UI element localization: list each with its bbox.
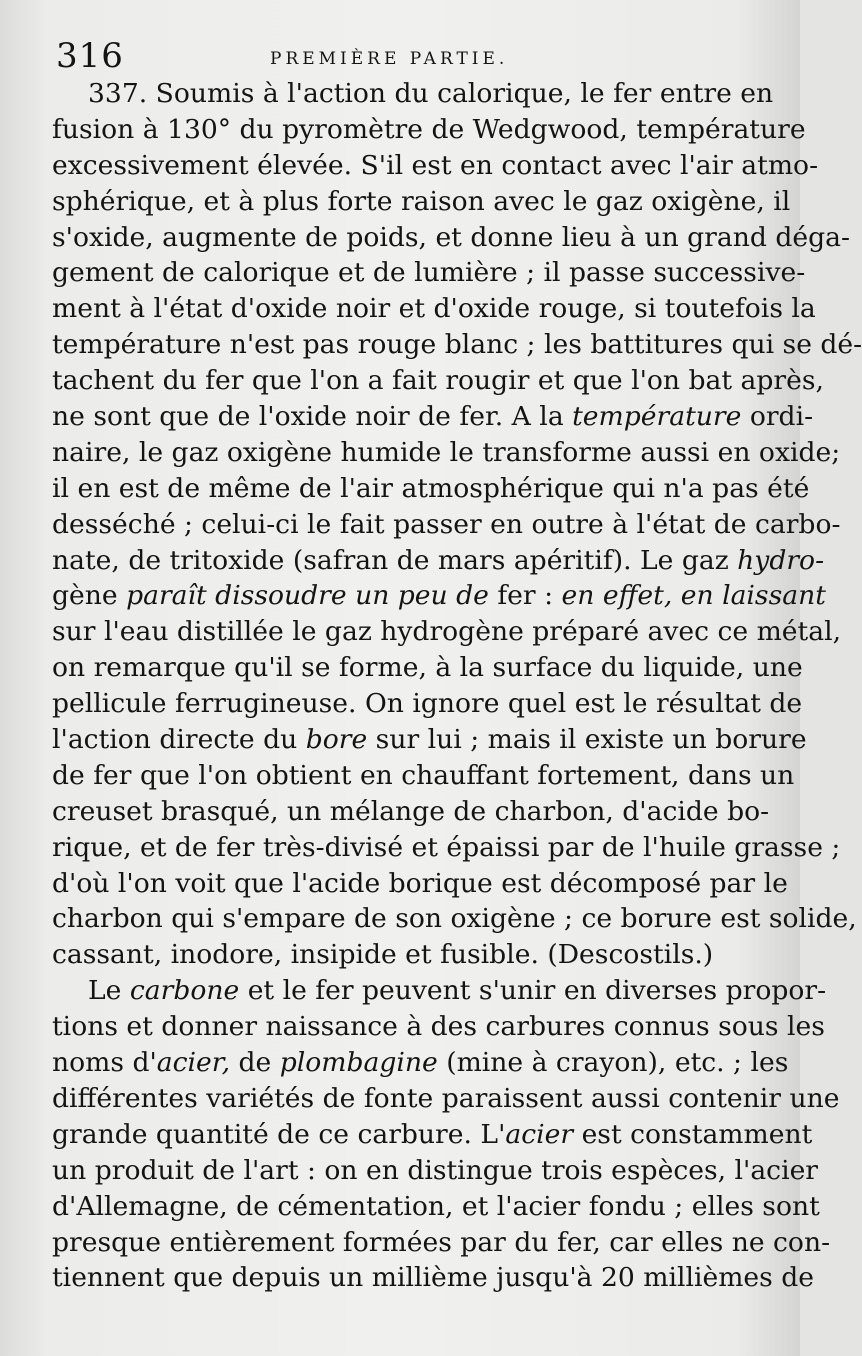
text-line <box>52 1260 815 1296</box>
text-line <box>52 399 814 435</box>
text-line <box>52 578 826 614</box>
text-run: il en est de même de l'air atmosphérique qui n'a pas été <box>52 472 810 504</box>
text-line <box>52 1225 831 1261</box>
text-line <box>52 507 841 543</box>
text-run: sur l'eau distillée le gaz hydrogène préparé avec ce métal, <box>52 616 842 648</box>
text-line <box>52 1153 819 1189</box>
text-run: charbon qui s'empare de son oxigène ; ce borure est solide, <box>52 903 857 935</box>
text-line <box>52 1189 820 1225</box>
text-run: grande quantité de ce carbure. L' <box>52 1118 506 1150</box>
text-run: pellicule ferrugineuse. On ignore quel est le résultat de <box>52 688 803 720</box>
text-run: ne sont que de l'oxide noir de fer. A la <box>52 401 573 433</box>
text-line <box>52 184 791 220</box>
body-text <box>52 76 862 1296</box>
text-run: naire, le gaz oxigène humide le transforme aussi en oxide; <box>52 436 841 468</box>
text-run: presque entièrement formées par du fer, car elles ne con- <box>52 1226 831 1258</box>
text-run: excessivement élevée. S'il est en contact avec l'air atmo- <box>52 149 819 181</box>
text-run: différentes variétés de fonte paraissent aussi contenir une <box>52 1082 840 1114</box>
text-line <box>52 830 841 866</box>
text-line <box>52 435 841 471</box>
italic-term: acier <box>505 1118 574 1150</box>
italic-term: en effet, en laissant <box>553 580 826 612</box>
text-run: d'Allemagne, de cémentation, et l'acier fondu ; elles sont <box>52 1190 820 1222</box>
text-run: Le <box>88 975 130 1007</box>
text-line <box>52 937 752 973</box>
paragraph <box>52 76 862 973</box>
text-line <box>52 1081 840 1117</box>
text-line <box>52 1009 825 1045</box>
text-line <box>52 901 857 937</box>
text-run: noms d' <box>52 1047 157 1079</box>
text-line <box>52 363 824 399</box>
text-line <box>52 220 850 256</box>
text-run: (mine à crayon), etc. ; les <box>437 1047 789 1079</box>
italic-term: bore <box>305 724 368 756</box>
text-run: rique, et de fer très-divisé et épaissi par de l'huile grasse ; <box>52 831 841 863</box>
text-line <box>52 1045 789 1081</box>
text-line <box>52 76 774 112</box>
text-run: tachent du fer que l'on a fait rougir et que l'on bat après, <box>52 365 824 397</box>
running-title: PREMIÈRE PARTIE. <box>270 49 509 69</box>
text-run: fusion à 130° du pyromètre de Wedgwood, température <box>52 113 806 145</box>
text-run: sphérique, et à plus forte raison avec le gaz oxigène, il <box>52 185 791 217</box>
text-run: de <box>230 1047 280 1079</box>
text-line <box>52 543 825 579</box>
page-number: 316 <box>56 36 124 76</box>
text-line <box>52 112 806 148</box>
text-run: cassant, inodore, insipide et fusible. (Descostils.) <box>52 939 714 971</box>
text-line <box>52 1117 813 1153</box>
text-line <box>52 758 795 794</box>
text-line <box>52 471 810 507</box>
text-run: creuset brasqué, un mélange de charbon, d'acide bo- <box>52 795 770 827</box>
page-header <box>0 32 800 82</box>
text-line <box>52 327 862 363</box>
text-line <box>52 973 827 1009</box>
text-line <box>52 614 842 650</box>
text-run: 337. Soumis à l'action du calorique, le fer entre en <box>88 78 774 109</box>
text-run: ordi- <box>741 401 814 433</box>
text-run: fer : <box>497 580 554 612</box>
text-line <box>52 722 807 758</box>
italic-term: plombagine <box>279 1047 438 1079</box>
text-line <box>52 148 819 184</box>
text-run: nate, de tritoxide (safran de mars apéritif). Le gaz <box>52 544 738 576</box>
italic-term: carbone <box>129 975 240 1007</box>
text-run: on remarque qu'il se forme, à la surface du liquide, une <box>52 652 803 684</box>
text-run: ment à l'état d'oxide noir et d'oxide rouge, si toutefois la <box>52 293 816 325</box>
text-line <box>52 794 770 830</box>
text-run: desséché ; celui-ci le fait passer en outre à l'état de carbo- <box>52 508 841 540</box>
text-line <box>52 866 788 902</box>
text-line <box>52 650 803 686</box>
paragraph <box>52 973 840 1296</box>
text-run: d'où l'on voit que l'acide borique est décomposé par le <box>52 867 788 899</box>
text-run: température n'est pas rouge blanc ; les battitures qui se dé- <box>52 329 862 361</box>
text-line <box>52 255 806 291</box>
text-run: l'action directe du <box>52 724 306 756</box>
text-line <box>52 291 816 327</box>
text-run: de fer que l'on obtient en chauffant fortement, dans un <box>52 759 795 791</box>
text-run: et le fer peuvent s'unir en diverses propor- <box>239 975 827 1007</box>
text-run: gement de calorique et de lumière ; il passe successive- <box>52 257 806 289</box>
text-run: gène <box>52 580 118 612</box>
italic-term: paraît dissoudre un peu de <box>117 580 498 612</box>
text-run: tions et donner naissance à des carbures connus sous les <box>52 1011 825 1043</box>
text-line <box>52 686 803 722</box>
italic-term: acier, <box>156 1047 231 1079</box>
italic-term: température <box>572 401 742 433</box>
italic-term: hydro- <box>737 544 825 576</box>
text-run: sur lui ; mais il existe un borure <box>367 724 807 756</box>
text-run: est constamment <box>573 1118 813 1150</box>
text-run: un produit de l'art : on en distingue trois espèces, l'acier <box>52 1154 819 1186</box>
text-run: tiennent que depuis un millième jusqu'à 20 millièmes de <box>52 1262 815 1294</box>
text-run: s'oxide, augmente de poids, et donne lieu à un grand déga- <box>52 221 850 253</box>
